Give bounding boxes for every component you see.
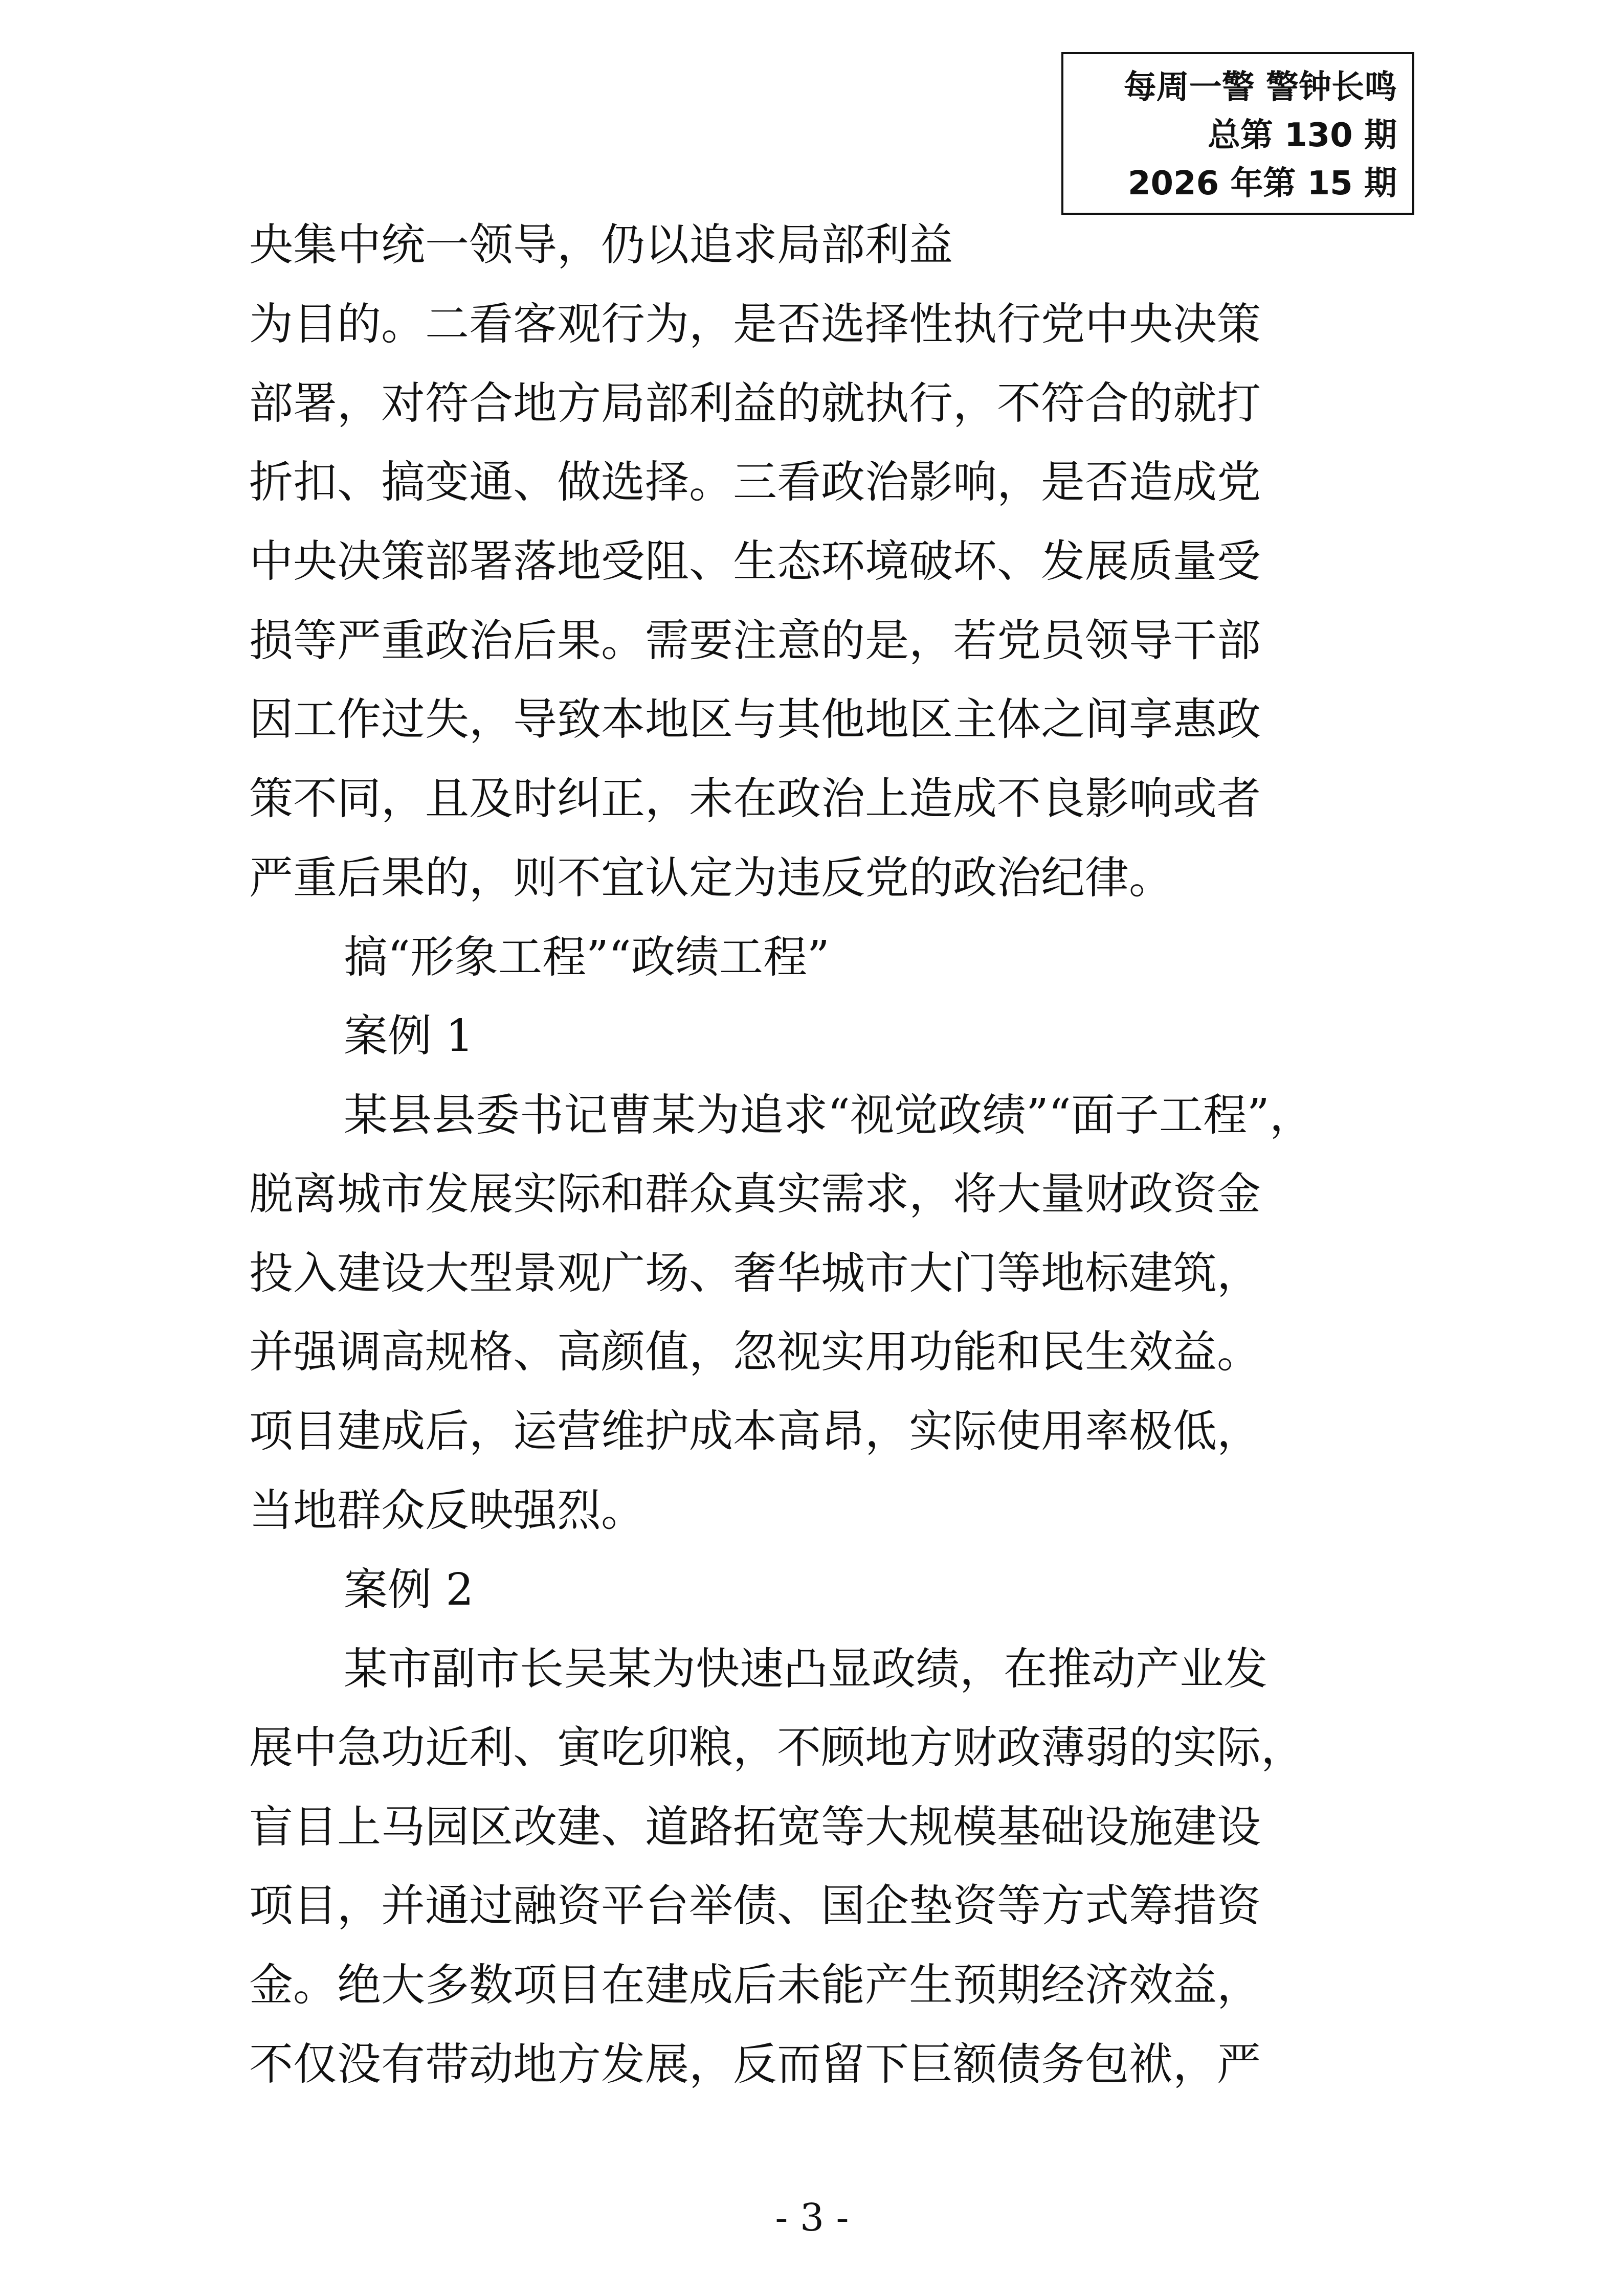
- body-line: 项目建成后，运营维护成本高昂，实际使用率极低，: [249, 1406, 1261, 1457]
- issue-header-box: [1061, 52, 1414, 215]
- body-line: 为目的。二看客观行为，是否选择性执行党中央决策: [249, 299, 1261, 350]
- issue-slogan: 每周一警 警钟长鸣: [1123, 69, 1397, 106]
- body-line: 损等严重政治后果。需要注意的是，若党员领导干部: [249, 615, 1261, 666]
- body-line: 折扣、搞变通、做选择。三看政治影响，是否造成党: [249, 457, 1261, 508]
- body-line: 脱离城市发展实际和群众真实需求，将大量财政资金: [249, 1168, 1261, 1220]
- page-number: - 3 -: [775, 2196, 849, 2240]
- section-heading: 搞“形象工程”“政绩工程”: [344, 932, 830, 983]
- body-line: 部署，对符合地方局部利益的就执行，不符合的就打: [249, 378, 1261, 429]
- paragraph-start-line: 某市副市长吴某为快速凸显政绩，在推动产业发: [344, 1644, 1267, 1695]
- case-label: 案例 1: [344, 1010, 474, 1062]
- body-line: 策不同，且及时纠正，未在政治上造成不良影响或者: [249, 773, 1261, 824]
- body-line: 不仅没有带动地方发展，反而留下巨额债务包袱，严: [249, 2039, 1261, 2090]
- body-line: 展中急功近利、寅吃卯粮，不顾地方财政薄弱的实际，: [249, 1722, 1305, 1773]
- body-line: 央集中统一领导，仍以追求局部利益: [249, 219, 953, 271]
- body-line: 投入建设大型景观广场、奢华城市大门等地标建筑，: [249, 1248, 1261, 1299]
- body-line: 金。绝大多数项目在建成后未能产生预期经济效益，: [249, 1960, 1261, 2011]
- body-line: 中央决策部署落地受阻、生态环境破坏、发展质量受: [249, 536, 1261, 587]
- issue-total-number: 总第 130 期: [1207, 117, 1397, 154]
- paragraph-start-line: 某县县委书记曹某为追求“视觉政绩”“面子工程”，: [344, 1090, 1314, 1141]
- body-line: 盲目上马园区改建、道路拓宽等大规模基础设施建设: [249, 1802, 1261, 1853]
- case-label: 案例 2: [344, 1564, 474, 1615]
- issue-year-number: 2026 年第 15 期: [1127, 165, 1397, 202]
- body-line: 并强调高规格、高颜值，忽视实用功能和民生效益。: [249, 1326, 1261, 1378]
- body-line: 项目，并通过融资平台举债、国企垫资等方式筹措资: [249, 1880, 1261, 1931]
- body-line: 因工作过失，导致本地区与其他地区主体之间享惠政: [249, 694, 1261, 745]
- body-line: 严重后果的，则不宜认定为违反党的政治纪律。: [249, 852, 1173, 904]
- body-line: 当地群众反映强烈。: [249, 1485, 645, 1536]
